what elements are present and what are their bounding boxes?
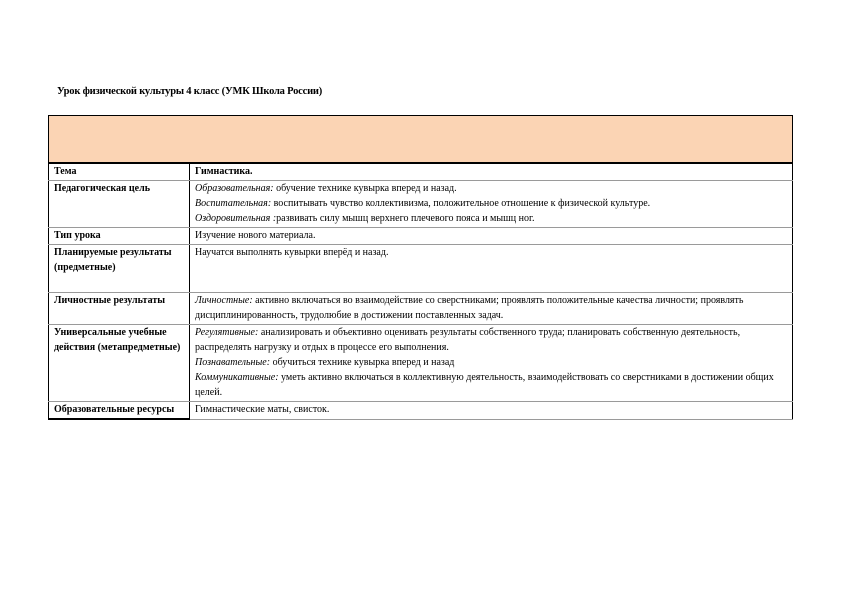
table-row-universal-actions [49,325,793,402]
uud-communicative: Коммуникативные: уметь активно включаться в коллективную деятельность, взаимодействовать со сверстниками в достижении общих целей. [195,372,774,398]
row-label-lesson-type: Тип урока [49,228,190,245]
table-row-personal-results [49,293,793,325]
row-label-planned-results: Планируемые результаты (предметные) [49,245,190,293]
uud-cognitive: Познавательные: обучиться технике кувырка вперед и назад [195,357,455,368]
row-label-goal: Педагогическая цель [49,181,190,228]
goal-line-health: Оздоровительная :развивать силу мышц верхнего плечевого пояса и мышц ног. [195,213,535,224]
table-row-planned-results [49,245,793,293]
row-label-resources: Образовательные ресурсы [49,402,190,420]
table-header-band [48,115,793,163]
table-row-lesson-type [49,228,793,245]
row-value-planned-results: Научатся выполнять кувырки вперёд и назад. [190,245,793,293]
lesson-plan-table [48,163,793,420]
row-value-resources: Гимнастические маты, свисток. [190,402,793,420]
row-label-topic: Тема [49,164,190,181]
goal-line-upbringing: Воспитательная: воспитывать чувство коллективизма, положительное отношение к физической культуре. [195,198,651,209]
table-row-topic [49,164,793,181]
row-value-personal-results: Личностные: активно включаться во взаимодействие со сверстниками; проявлять положительные качества личности; проявлять дисциплинированность, трудолюбие в достижении поставленных задач. [190,293,793,325]
row-label-universal-actions: Универсальные учебные действия (метапредметные) [49,325,190,402]
goal-line-educational: Образовательная: обучение технике кувырка вперед и назад. [195,183,457,194]
document-title: Урок физической культуры 4 класс (УМК Школа России) [57,86,323,97]
row-value-universal-actions [190,325,793,402]
row-value-topic: Гимнастика. [190,164,793,181]
row-value-goal [190,181,793,228]
table-row-goal [49,181,793,228]
uud-regulatory: Регулятивные: анализировать и объективно оценивать результаты собственного труда; планировать собственную деятельность, распределять нагрузку и отдых в процессе его выполнения. [195,327,741,353]
table-row-resources [49,402,793,420]
row-label-personal-results: Личностные результаты [49,293,190,325]
row-value-lesson-type: Изучение нового материала. [190,228,793,245]
